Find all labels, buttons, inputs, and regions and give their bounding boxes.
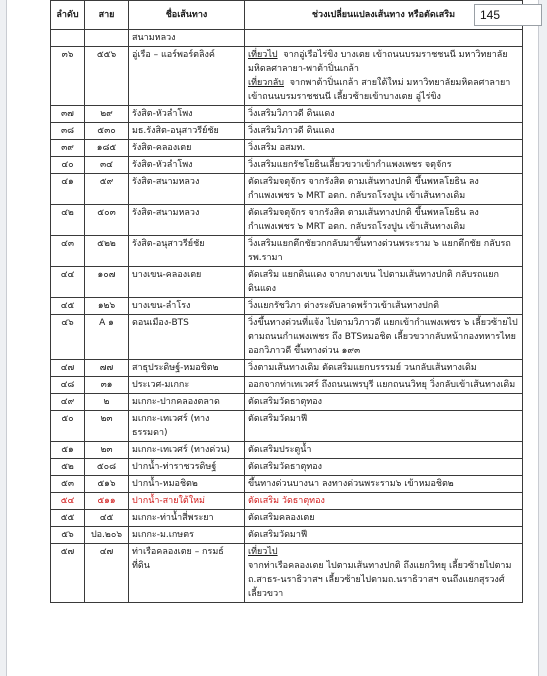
change-text: ตัดเสริม วัดธาตุทอง <box>248 496 325 506</box>
bus-line: ๒๓ <box>85 411 129 442</box>
trip-direction-label: เที่ยวไป <box>248 50 278 60</box>
search-input[interactable] <box>474 4 542 26</box>
row-number: ๔๗ <box>51 360 85 377</box>
route-name: ปากน้ำ-ท่าราชวรดิษฐ์ <box>129 459 245 476</box>
route-change <box>245 411 523 442</box>
change-paragraph <box>248 299 519 313</box>
table-row <box>51 442 523 459</box>
route-change <box>245 298 523 315</box>
route-name: มเกกะ-ปากคลองตลาด <box>129 394 245 411</box>
route-change <box>245 157 523 174</box>
row-number: ๔๐ <box>51 157 85 174</box>
change-text: วิ่งตามเส้นทางเดิม ตัดเสริมแยกบรรรมย์ วนกลับเส้นทางเดิม <box>248 363 477 373</box>
route-change-table <box>50 0 523 603</box>
route-change <box>245 459 523 476</box>
change-paragraph <box>248 494 519 508</box>
row-number: ๕๐ <box>51 411 85 442</box>
table-row <box>51 315 523 360</box>
header-changes: ช่วงเปลี่ยนแปลงเส้นทาง หรือตัดเสริม <box>245 1 523 30</box>
bus-line: ๕๐๓ <box>85 205 129 236</box>
route-name: มเกกะ-ท่าน้ำสี่พระยา <box>129 510 245 527</box>
change-paragraph <box>248 412 519 426</box>
bus-line: ๑๐๗ <box>85 267 129 298</box>
trip-direction-label: เที่ยวไป <box>248 547 278 557</box>
row-number: ๔๕ <box>51 298 85 315</box>
route-name: มเกกะ-เทเวศร์ (ทางด่วน) <box>129 442 245 459</box>
route-change <box>245 493 523 510</box>
bus-line: ๕๕๖ <box>85 47 129 106</box>
change-paragraph <box>248 141 519 155</box>
route-name: ปากน้ำ-สายใต้ใหม่ <box>129 493 245 510</box>
header-route: ชื่อเส้นทาง <box>129 1 245 30</box>
change-paragraph <box>248 316 519 358</box>
change-paragraph <box>248 107 519 121</box>
row-number: ๕๗ <box>51 544 85 603</box>
bus-line: ปอ.๒๐๖ <box>85 527 129 544</box>
table-row <box>51 544 523 603</box>
row-number: ๔๒ <box>51 205 85 236</box>
change-paragraph <box>248 206 519 234</box>
change-text: ขึ้นทางด่วนบางนา ลงทางด่วนพระราม๖ เข้าหมอชิต๒ <box>248 479 454 489</box>
route-change <box>245 510 523 527</box>
route-change <box>245 123 523 140</box>
bus-line: A ๑ <box>85 315 129 360</box>
table-row <box>51 174 523 205</box>
row-number: ๔๘ <box>51 377 85 394</box>
change-paragraph <box>248 460 519 474</box>
route-name: สาธุประดิษฐ์-หมอชิต๒ <box>129 360 245 377</box>
change-text: ตัดเสริมจตุจักร จากรังสิต ตามเส้นทางปกติ ขึ้นพหลโยธิน ลงกำแพงเพชร ๖ MRT อตก. กลับรถโรงปูน เข้าเส้นทางเดิม <box>248 177 479 201</box>
change-paragraph <box>248 378 519 392</box>
route-name: บางเขน-คลองเตย <box>129 267 245 298</box>
change-text: ตัดเสริมวัดมาฟี <box>248 530 308 540</box>
table-row <box>51 510 523 527</box>
bus-line: ๗๗ <box>85 360 129 377</box>
route-name: ท่าเรือคลองเตย – กรมธ์ ที่ดิน <box>129 544 245 603</box>
table-header-row <box>51 1 523 30</box>
window-frame-right <box>538 0 547 676</box>
table-row <box>51 106 523 123</box>
route-change <box>245 476 523 493</box>
row-number: ๔๓ <box>51 236 85 267</box>
table-row <box>51 205 523 236</box>
change-paragraph <box>248 477 519 491</box>
change-text: ออกจากท่าเทเวศร์ ถึงถนนเพรบุรี แยกถนนวิทยุ วิ่งกลับเข้าเส้นทางเดิม <box>248 380 516 390</box>
table-row <box>51 527 523 544</box>
change-text: ตัดเสริมประตูน้ำ <box>248 445 312 455</box>
change-text: วิ่งขึ้นทางด่วนที่แจ้ง ไปตามวิภาวดี แยกเข้ากำแพงเพชร ๖ เลี้ยวซ้ายไปตามถนนกำแพงเพชร ถึง BTSหมอชิต เลี้ยวขวากลับหน้ากองทหารไทยออกวิภาวดี ขึ้นทางด่วน ๑๙๓ <box>248 318 518 356</box>
change-text: ตัดเสริมคลองเตย <box>248 513 315 523</box>
change-paragraph <box>248 48 519 76</box>
change-paragraph <box>248 158 519 172</box>
change-text: ตัดเสริมวัดมาฟี <box>248 414 308 424</box>
change-text: วิ่งเสริมแยกรัชโยธินเลี้ยวขวาเข้ากำแพงเพชร จตุจักร <box>248 160 452 170</box>
table-row <box>51 493 523 510</box>
route-change <box>245 47 523 106</box>
continuation-text: สนามหลวง <box>129 30 245 47</box>
row-number: ๔๖ <box>51 315 85 360</box>
row-number: ๓๙ <box>51 140 85 157</box>
change-text: วิ่งแยกรัชวิภา ต่างระดับลาดพร้าวเข้าเส้นทางปกติ <box>248 301 440 311</box>
row-number: ๕๖ <box>51 527 85 544</box>
route-name: ดอนเมือง-BTS <box>129 315 245 360</box>
bus-line: ๕๒๒ <box>85 236 129 267</box>
bus-line: ๕๑๑ <box>85 493 129 510</box>
route-name: มธ.รังสิต-อนุสาวรีย์ชัย <box>129 123 245 140</box>
change-paragraph <box>248 443 519 457</box>
change-paragraph <box>248 528 519 542</box>
table-row <box>51 123 523 140</box>
table-row <box>51 360 523 377</box>
change-paragraph <box>248 361 519 375</box>
bus-line: ๒๓ <box>85 442 129 459</box>
route-change <box>245 140 523 157</box>
row-number: ๓๖ <box>51 47 85 106</box>
change-text: จากท่าเรือคลองเตย ไปตามเส้นทางปกติ ถึงแยกวิทยุ เลี้ยวซ้ายไปตามถ.สาธร-นราธิวาสฯ เลี้ยวซ้ายไปตามถ.นราธิวาสฯ จนถึงแยกสุรวงศ์ เลี้ยวขวา <box>248 561 512 599</box>
change-paragraph <box>248 395 519 409</box>
route-name: ประเวศ-มเกกะ <box>129 377 245 394</box>
route-name: อู่เรือ – แอร์พอร์ตลิงค์ <box>129 47 245 106</box>
header-line: สาย <box>85 1 129 30</box>
bus-line: ๔๕ <box>85 510 129 527</box>
change-paragraph <box>248 268 519 296</box>
table-row <box>51 394 523 411</box>
route-change <box>245 106 523 123</box>
bus-line: ๔๗ <box>85 544 129 603</box>
route-change <box>245 442 523 459</box>
document-page <box>50 0 522 676</box>
bus-line: ๕๓๐ <box>85 123 129 140</box>
route-change <box>245 377 523 394</box>
route-name: รังสิต-สนามหลวง <box>129 174 245 205</box>
change-text: จากอู่เรือไร่ขิง บางเตย เข้าถนนบรมราชชนนี มหาวิทยาลัยมหิดลศาลายา-พาต้าปิ่นเกล้า <box>248 50 508 74</box>
change-text: ตัดเสริม แยกดินแดง จากบางเขน ไปตามเส้นทางปกติ กลับรถแยกดินแดง <box>248 270 500 294</box>
bus-line: ๑๘๕ <box>85 140 129 157</box>
route-name: รังสิต-หัวลำโพง <box>129 106 245 123</box>
change-text: ตัดเสริมวัดธาตุทอง <box>248 462 323 472</box>
row-number: ๔๙ <box>51 394 85 411</box>
route-name: มเกกะ-เทเวศร์ (ทาง ธรรมดา) <box>129 411 245 442</box>
table-row <box>51 236 523 267</box>
change-paragraph <box>248 511 519 525</box>
table-row <box>51 411 523 442</box>
route-name: รังสิต-สนามหลวง <box>129 205 245 236</box>
change-text: วิ่งเสริม อสมท. <box>248 143 306 153</box>
route-change <box>245 174 523 205</box>
bus-line: ๒๙ <box>85 106 129 123</box>
table-row <box>51 157 523 174</box>
window-frame-left <box>0 0 7 676</box>
bus-line: ๕๙ <box>85 174 129 205</box>
route-change <box>245 236 523 267</box>
bus-line: ๕๑๖ <box>85 476 129 493</box>
table-row <box>51 377 523 394</box>
route-change <box>245 315 523 360</box>
row-number: ๕๔ <box>51 493 85 510</box>
route-name: รังสิต-หัวลำโพง <box>129 157 245 174</box>
route-change <box>245 205 523 236</box>
change-paragraph <box>248 124 519 138</box>
row-number: ๕๑ <box>51 442 85 459</box>
row-number: ๕๕ <box>51 510 85 527</box>
bus-line: ๓๑ <box>85 377 129 394</box>
change-text: ตัดเสริมวัดธาตุทอง <box>248 397 323 407</box>
change-paragraph <box>248 76 519 104</box>
trip-direction-label: เที่ยวกลับ <box>248 78 285 88</box>
table-row <box>51 476 523 493</box>
table-row <box>51 298 523 315</box>
continuation-row <box>51 30 523 47</box>
change-paragraph <box>248 237 519 265</box>
change-text: วิ่งเสริมแยกตึกชัยวกกลับมาขึ้นทางด่วนพระราม ๖ แยกตึกชัย กลับรถ รพ.รามา <box>248 239 511 263</box>
row-number: ๕๒ <box>51 459 85 476</box>
route-name: มเกกะ-ม.เกษตร <box>129 527 245 544</box>
table-row <box>51 140 523 157</box>
route-name: รังสิต-คลองเตย <box>129 140 245 157</box>
bus-line: ๓๔ <box>85 157 129 174</box>
change-text: วิ่งเสริมวิภาวดี ดินแดง <box>248 126 335 136</box>
route-change <box>245 544 523 603</box>
change-paragraph <box>248 175 519 203</box>
row-number: ๔๔ <box>51 267 85 298</box>
route-name: บางเขน-ลำโรง <box>129 298 245 315</box>
table-row <box>51 459 523 476</box>
change-text: ตัดเสริมจตุจักร จากรังสิต ตามเส้นทางปกติ ขึ้นพหลโยธิน ลงกำแพงเพชร ๖ MRT อตก. กลับรถโรงปูน เข้าเส้นทางเดิม <box>248 208 479 232</box>
change-text: วิ่งเสริมวิภาวดี ดินแดง <box>248 109 335 119</box>
bus-line: ๒ <box>85 394 129 411</box>
route-change <box>245 267 523 298</box>
change-text: จากพาต้าปิ่นเกล้า สายใต้ใหม่ มหาวิทยาลัยมหิดลศาลายา เข้าถนนบรมราชชนนี เลี้ยวซ้ายเข้าบางเตย อู่ไร่ขิง <box>248 78 511 102</box>
row-number: ๕๓ <box>51 476 85 493</box>
bus-line: ๑๒๖ <box>85 298 129 315</box>
table-row <box>51 47 523 106</box>
bus-line: ๕๐๘ <box>85 459 129 476</box>
header-no: ลำดับ <box>51 1 85 30</box>
route-change <box>245 394 523 411</box>
route-change <box>245 360 523 377</box>
table-row <box>51 267 523 298</box>
row-number: ๓๗ <box>51 106 85 123</box>
route-name: รังสิต-อนุสาวรีย์ชัย <box>129 236 245 267</box>
change-paragraph <box>248 545 519 559</box>
change-paragraph <box>248 559 519 601</box>
route-change <box>245 527 523 544</box>
row-number: ๓๘ <box>51 123 85 140</box>
route-name: ปากน้ำ-หมอชิต๒ <box>129 476 245 493</box>
row-number: ๔๑ <box>51 174 85 205</box>
